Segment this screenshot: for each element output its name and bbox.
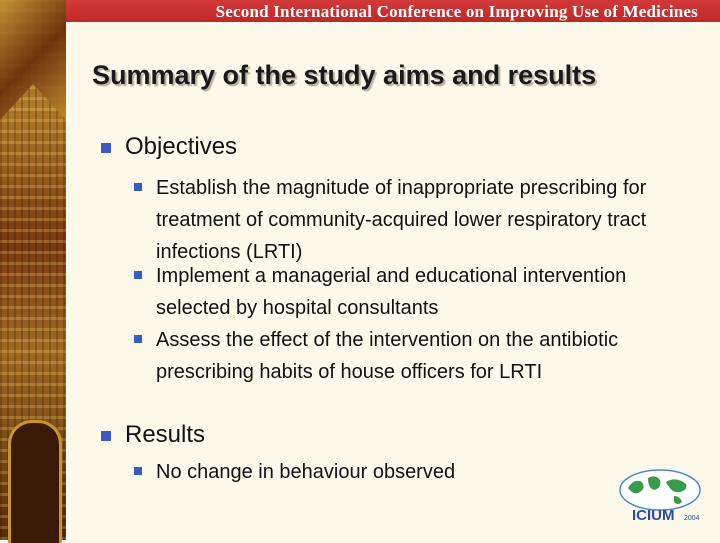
globe-logo-icon (614, 464, 706, 524)
logo-text: ICIUM (632, 507, 675, 524)
square-bullet-icon (134, 467, 142, 475)
square-bullet-icon (134, 271, 142, 279)
square-bullet-icon (134, 335, 142, 343)
slide-title: Summary of the study aims and results (92, 60, 597, 90)
list-item-text: Assess the effect of the intervention on the antibiotic prescribing habits of house officers for LRTI (156, 329, 619, 383)
section-heading-label: Results (125, 421, 206, 448)
square-bullet-icon (101, 431, 111, 441)
logo-year: 2004 (684, 515, 700, 522)
list-item-text: Establish the magnitude of inappropriate prescribing for treatment of community-acquired lower respiratory tract infections (LRTI) (156, 177, 647, 263)
square-bullet-icon (134, 183, 142, 191)
square-bullet-icon (101, 143, 111, 153)
conference-title: Second International Conference on Improving Use of Medicines (215, 2, 698, 21)
list-item-text: Implement a managerial and educational intervention selected by hospital consultants (156, 265, 627, 319)
section-heading-label: Objectives (125, 133, 238, 160)
list-item-text: No change in behaviour observed (156, 461, 456, 483)
